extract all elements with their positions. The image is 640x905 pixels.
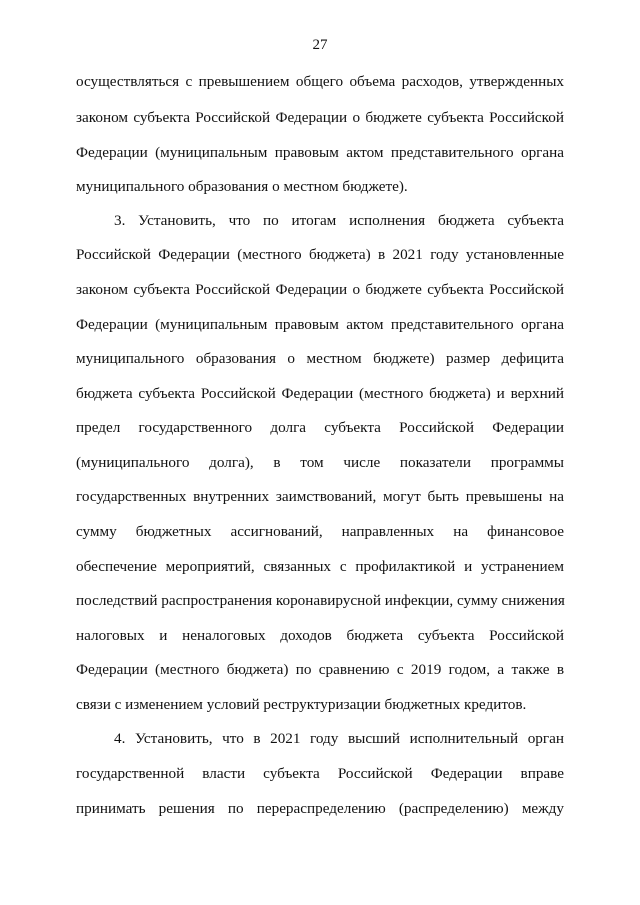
text-line: бюджета субъекта Российской Федерации (местного бюджета) и верхний [76, 385, 564, 402]
text-line: принимать решения по перераспределению (распределению) между [76, 800, 564, 817]
text-line: Российской Федерации (местного бюджета) в 2021 году установленные [76, 246, 564, 263]
text-line: 3. Установить, что по итогам исполнения бюджета субъекта [114, 212, 564, 229]
text-line: связи с изменением условий реструктуризации бюджетных кредитов. [76, 696, 527, 713]
text-line: сумму бюджетных ассигнований, направленных на финансовое [76, 523, 564, 540]
text-line: налоговых и неналоговых доходов бюджета субъекта Российской [76, 627, 564, 644]
text-line: законом субъекта Российской Федерации о бюджете субъекта Российской [76, 109, 564, 126]
text-line: муниципального образования о местном бюджете) размер дефицита [76, 350, 564, 367]
text-line: предел государственного долга субъекта Российской Федерации [76, 419, 564, 436]
text-line: обеспечение мероприятий, связанных с профилактикой и устранением [76, 558, 564, 575]
text-line: государственной власти субъекта Российской Федерации вправе [76, 765, 564, 782]
text-line: государственных внутренних заимствований, могут быть превышены на [76, 488, 564, 505]
text-line: муниципального образования о местном бюджете). [76, 178, 408, 195]
text-line: последствий распространения коронавирусной инфекции, сумму снижения [76, 592, 565, 609]
text-line: Федерации (муниципальным правовым актом представительного органа [76, 316, 564, 333]
page-number: 27 [312, 37, 328, 53]
text-line: осуществляться с превышением общего объема расходов, утвержденных [76, 73, 564, 90]
text-line: законом субъекта Российской Федерации о бюджете субъекта Российской [76, 281, 564, 298]
text-line: Федерации (местного бюджета) по сравнению с 2019 годом, а также в [76, 661, 564, 678]
text-line: 4. Установить, что в 2021 году высший исполнительный орган [114, 730, 564, 747]
text-line: (муниципального долга), в том числе показатели программы [76, 454, 564, 471]
text-line: Федерации (муниципальным правовым актом представительного органа [76, 144, 564, 161]
